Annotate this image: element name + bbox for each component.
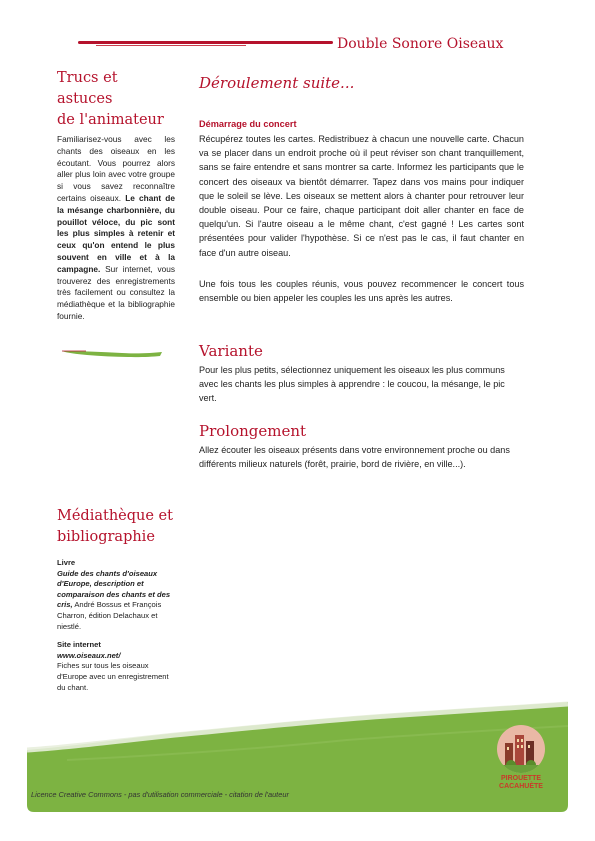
logo-text bbox=[492, 775, 550, 791]
variante-section bbox=[199, 342, 524, 406]
book-reference bbox=[57, 558, 175, 632]
bibliography-heading bbox=[57, 506, 175, 548]
book-title: Guide des chants d'oiseaux d'Europe, description et comparaison des chants et des cris, bbox=[57, 568, 171, 610]
site-label: Site internet bbox=[57, 640, 101, 650]
concert-title: Démarrage du concert bbox=[199, 119, 297, 129]
document-title: Double Sonore Oiseaux bbox=[337, 36, 504, 52]
bibliography-heading-line-2: bibliographie bbox=[57, 529, 155, 545]
green-swoosh-divider bbox=[62, 347, 162, 361]
main-content bbox=[199, 74, 524, 92]
logo-text-line-2: CACAHUÈTE bbox=[499, 783, 543, 790]
bibliography-heading-line-1: Médiathèque et bbox=[57, 508, 173, 524]
header-rule-thin bbox=[96, 45, 246, 46]
tips-sidebar bbox=[57, 68, 175, 323]
site-description: Fiches sur tous les oiseaux d'Europe avec un enregistrement du chant. bbox=[57, 661, 169, 692]
bibliography-sidebar bbox=[57, 506, 175, 693]
prolongement-section bbox=[199, 422, 524, 471]
site-url[interactable]: www.oiseaux.net/ bbox=[57, 650, 121, 660]
tips-text-intro: Familiarisez-vous avec les chants des oiseaux en les écoutant. Vous pourrez alors aller plus loin avec votre groupe si vous savez reconnaître certains oiseaux. bbox=[57, 134, 175, 203]
tips-text bbox=[57, 134, 175, 323]
variante-text: Pour les plus petits, sélectionnez uniquement les oiseaux les plus communs avec les chants les plus simples à apprendre : le coucou, la mésange, le pic vert. bbox=[199, 365, 505, 404]
concert-text-2: Une fois tous les couples réunis, vous pouvez recommencer le concert tous ensemble ou bien appeler les couples les uns après les autres. bbox=[199, 278, 524, 304]
main-heading: Déroulement suite... bbox=[199, 74, 355, 92]
pirouette-cacahuete-logo bbox=[492, 725, 550, 791]
tips-heading bbox=[57, 68, 175, 131]
tips-heading-line-1: Trucs et astuces bbox=[57, 70, 118, 107]
license-text: Licence Creative Commons - pas d'utilisation commerciale - citation de l'auteur bbox=[31, 790, 289, 799]
website-reference bbox=[57, 640, 175, 693]
variante-heading: Variante bbox=[199, 342, 263, 360]
tips-text-bold: Le chant de la mésange charbonnière, du pouillot véloce, du pic sont les plus simples à retenir et ceux qu'on entend le plus souvent en ville et à la campagne. bbox=[57, 192, 175, 274]
prolongement-heading: Prolongement bbox=[199, 422, 307, 440]
tips-heading-line-2: de l'animateur bbox=[57, 112, 164, 128]
concert-section bbox=[199, 119, 524, 305]
book-label: Livre bbox=[57, 558, 76, 567]
logo-emblem-icon bbox=[497, 725, 545, 773]
book-details: André Bossus et François Charron, édition Delachaux et niestlé. bbox=[57, 600, 162, 631]
tips-text-outro: Sur internet, vous trouverez des enregistrements très facilement ou consultez la médiathèque et la bibliographie fournie. bbox=[57, 263, 176, 321]
concert-text: Récupérez toutes les cartes. Redistribuez à chacun une nouvelle carte. Chacun va se placer dans un endroit proche où il peut réviser son chant tranquillement, sans se faire entendre et sans montrer sa carte. Informez les participants que le concert des oiseaux va bientôt démarrer. Tapez dans vos mains pour indiquer que le soleil se lève. Les oiseaux se mettent alors à chanter pour retrouver leur double oiseau. Pour ce faire, chaque participant doit aller chanter en face de quelqu'un. Si l'autre oiseau a le même chant, c'est gagné ! Les cartes sont présentées pour valider l'hypothèse. Si ce n'est pas le cas, il faut chanter en face d'un autre oiseau. bbox=[199, 134, 524, 258]
logo-text-line-1: PIROUETTE bbox=[500, 775, 542, 782]
header-rule bbox=[78, 41, 333, 44]
prolongement-text: Allez écouter les oiseaux présents dans votre environnement proche ou dans différents milieux naturels (forêt, prairie, bord de rivière, en ville...). bbox=[199, 445, 510, 470]
